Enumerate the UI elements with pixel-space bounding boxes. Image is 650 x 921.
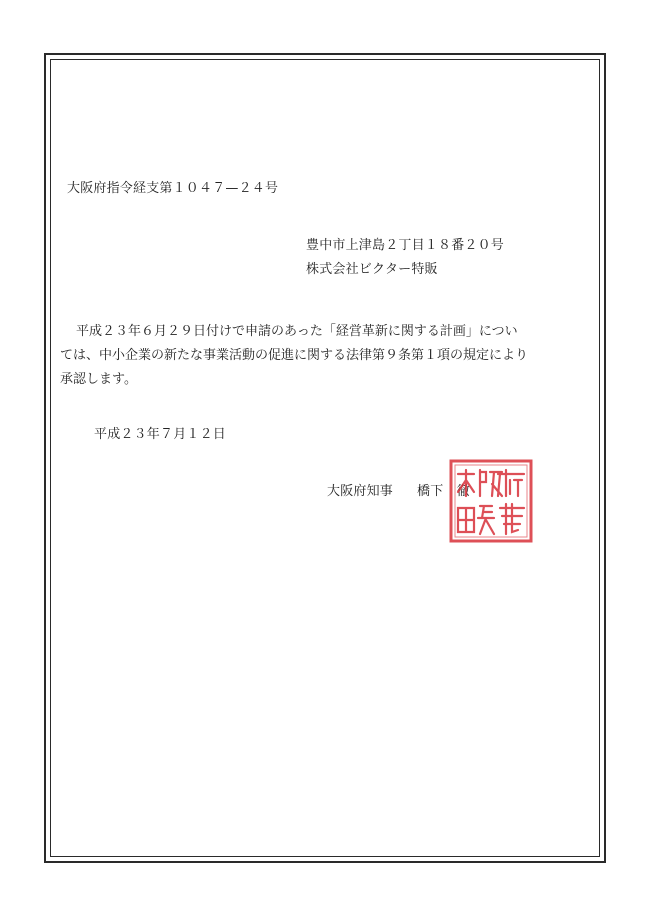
official-seal-stamp: [448, 458, 534, 544]
issue-date: 平成２３年７月１２日: [94, 427, 227, 442]
body-line-1: 平成２３年６月２９日付けで申請のあった「経営革新に関する計画」につい: [76, 324, 518, 339]
signer-name: 橋下 徹: [417, 484, 470, 499]
recipient-company: 株式会社ビクター特販: [306, 262, 438, 277]
recipient-address: 豊中市上津島２丁目１８番２０号: [306, 238, 505, 253]
body-line-2: ては、中小企業の新たな事業活動の促進に関する法律第９条第１項の規定により: [60, 348, 529, 363]
document-number: 大阪府指令経支第１０４７—２４号: [67, 181, 279, 196]
approval-body: [60, 320, 556, 392]
body-line-3: 承認します。: [60, 372, 137, 387]
signer-title: 大阪府知事: [327, 484, 394, 499]
